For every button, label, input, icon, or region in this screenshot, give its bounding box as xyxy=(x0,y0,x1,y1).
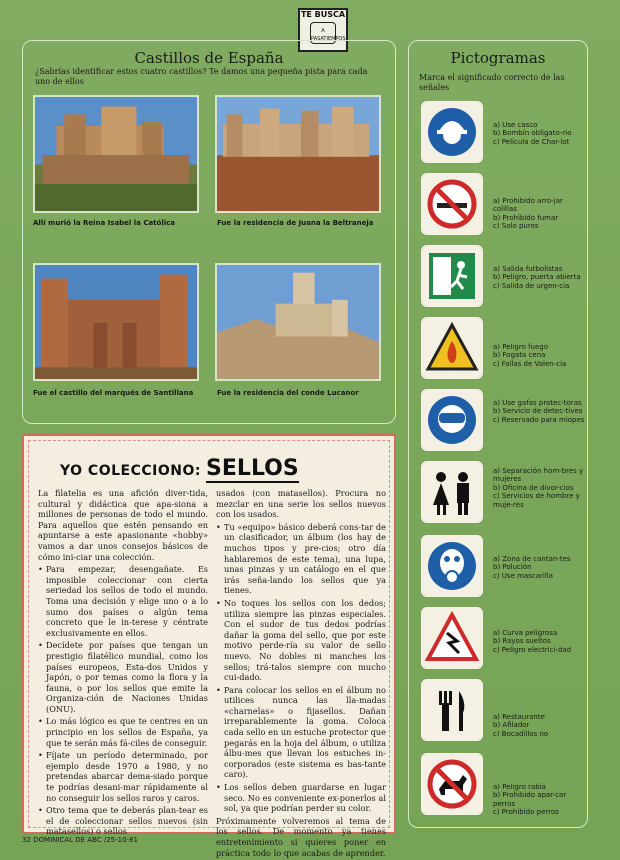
pictogram-options-10: a) Peligro rabia b) Prohibido apar-car perros c) Prohibido perros xyxy=(493,783,567,817)
stamps-tip: • Para colocar los sellos en el álbum no utilices nunca las lla-madas «charnelas» o fijasellos. Dañan irreparablemente la goma. Coloca cada sello en un estuche protector que pegarás en la hoja del álbum, o utiliza álbu-mes que llevan los estuches in-corporados (este sistema es bas-tante caro). xyxy=(216,685,386,780)
castle-photo-1 xyxy=(33,95,199,213)
castle-photo-4 xyxy=(215,263,381,381)
stamps-column-1 xyxy=(38,488,208,839)
pictograms-title: Pictogramas xyxy=(450,49,546,67)
pictogram-options-6: a) Separación hom-bres y mujeres b) Oficina de divor-cios c) Servicios de hombre y muje-res xyxy=(493,467,584,509)
stamps-paragraph: La filatelia es una afición diver-tida, cultural y didáctica que apa-siona a millones de personas de todo el mundo. Para aquellos que estén pensando en apuntarse a este apasionante «hobby» vamos a dar unos consejos básicos de cómo ini-ciar una colección. xyxy=(38,488,208,562)
stamps-tip: • Tu «equipo» básico deberá cons-tar de un clasificador, un álbum (los hay de muchos tipos y pre-cios; otro día hablaremos de este tema), una lupa, unas pinzas y un catálogo en el que irás seña-lando los sellos que ya tienes. xyxy=(216,522,386,596)
stamps-tip: • Para empezar, desengañate. Es imposible coleccionar con cierta seriedad los sellos de todo el mundo. Toma una decisión y elige uno o a lo sumo dos países o algún tema concreto que le in-terese y céntrate exclusivamente en ellos. xyxy=(38,564,208,638)
gas-mask-icon xyxy=(421,535,483,597)
logo-text: TE BUSCA xyxy=(300,10,346,19)
pictogram-options-5: a) Use gafas protec-toras b) Servicio de detec-tives c) Reservado para miopes xyxy=(493,399,585,424)
stamps-column-2 xyxy=(216,488,386,860)
toilets-icon xyxy=(421,461,483,523)
castle-photo-3 xyxy=(33,263,199,381)
castle-photo-2 xyxy=(215,95,381,213)
logo-mark: A PASATIEMPOS xyxy=(310,22,336,44)
pictograms-intro: Marca el significado correcto de las señales xyxy=(419,73,565,92)
no-dogs-icon xyxy=(421,753,483,815)
hard-hat-icon xyxy=(421,101,483,163)
stamps-tip: • No toques los sellos con los dedos; utiliza siempre las pinzas especiales. Con el sudor de tus dedos podrías dañar la goma del sello, que por este motivo perde-ría su valor de sello nuevo. No dobles ni manches los sellos; trá-talos siempre con mucho cui-dado. xyxy=(216,598,386,683)
stamps-heading-big: SELLOS xyxy=(206,456,299,481)
stamps-tip: • Decídete por países que tengan un prestigio filatélico mundial, como los países europeos, Esta-dos Unidos y Japón, o por temas como la flora y la fauna, o por los sellos que emite la Organiza-ción de Naciones Unidas (ONU). xyxy=(38,640,208,714)
castles-intro: ¿Sabrías identificar estos cuatro castillos? Te damos una pequeña pista para cada uno de ellos xyxy=(35,67,368,86)
castle-caption-4: Fue la residencia del conde Lucanor xyxy=(217,389,359,397)
stamps-tip: • Lo más lógico es que te centres en un principio en los sellos de España, ya que te serán más fá-ciles de conseguir. xyxy=(38,716,208,748)
castles-panel xyxy=(22,40,396,424)
pictogram-options-3: a) Salida futbolistas b) Peligro, puerta abierta c) Salida de urgen-cia xyxy=(493,265,581,290)
pictogram-options-4: a) Peligro fuego b) Fogata cena c) Fallas de Valen-cia xyxy=(493,343,567,368)
stamps-tip: • Los sellos deben guardarse en lugar seco. No es conveniente ex-ponerlos al sol, ya que podrían perder su color. xyxy=(216,782,386,814)
castle-caption-1: Allí murió la Reina Isabel la Católica xyxy=(33,219,176,227)
stamps-paragraph: Próximamente volveremos al tema de los sellos. De momento ya tienes entretenimiento si quieres poner en práctica todo lo que acabas de aprender. xyxy=(216,815,386,858)
stamps-paragraph: usados (con matasellos). Procura no mezclar en una serie los sellos nuevos con los usados. xyxy=(216,488,386,520)
pictograms-panel xyxy=(408,40,588,828)
castles-title: Castillos de España xyxy=(134,49,284,67)
page-footer: 32 DOMINICAL DE ABC /25-10-81 xyxy=(22,836,138,844)
pictogram-options-7: a) Zona de cantan-tes b) Polución c) Use mascarilla xyxy=(493,555,571,580)
castle-caption-2: Fue la residencia de Juana la Beltraneja xyxy=(217,219,374,227)
pictogram-options-9: a) Restaurante b) Afilador c) Bocadillos no xyxy=(493,713,549,738)
exit-icon xyxy=(421,245,483,307)
goggles-icon xyxy=(421,389,483,451)
pictogram-options-1: a) Use casco b) Bombín obligato-rio c) Película de Char-lot xyxy=(493,121,572,146)
pictogram-options-2: a) Prohibido arro-jar colillas b) Prohibido fumar c) Solo puros xyxy=(493,197,563,231)
pictogram-options-8: a) Curva peligrosa b) Rayos sueltos c) Peligro electrici-dad xyxy=(493,629,572,654)
no-smoking-icon xyxy=(421,173,483,235)
electric-danger-icon xyxy=(421,607,483,669)
castle-caption-3: Fue el castillo del marqués de Santillana xyxy=(33,389,194,397)
stamps-heading xyxy=(60,456,360,481)
restaurant-icon xyxy=(421,679,483,741)
stamps-tip: • Fíjate un período determinado, por ejemplo desde 1970 a 1980, y no pretendas abarcar dema-siado porque te podrías desani-mar rápidamente al no conseguir los sellos raros y caros. xyxy=(38,750,208,803)
stamps-heading-small: YO COLECCIONO: xyxy=(60,463,201,479)
stamps-tip: • Otro tema que te deberás plan-tear es el de coleccionar sellos nuevos (sin matasellos) o sellos xyxy=(38,805,208,837)
fire-warning-icon xyxy=(421,317,483,379)
